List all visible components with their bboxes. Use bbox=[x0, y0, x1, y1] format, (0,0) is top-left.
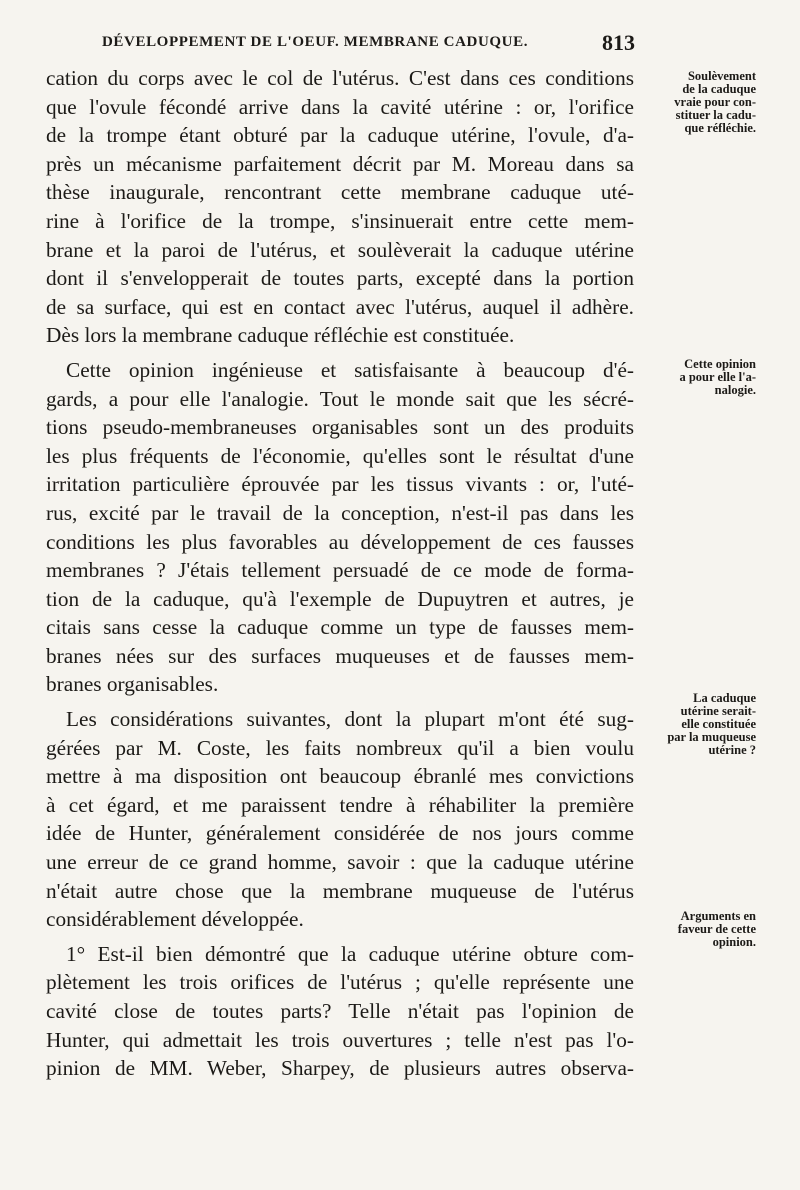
margin-note-line: Soulèvement bbox=[687, 69, 756, 83]
text-line: n'était autre chose que la membrane muqueuse de l'utérus bbox=[46, 878, 634, 903]
text-line: Cette opinion ingénieuse et satisfaisante à beaucoup d'é- bbox=[66, 357, 634, 382]
margin-note-line: stituer la cadu- bbox=[675, 108, 756, 122]
text-line: près un mécanisme parfaitement décrit par M. Moreau dans sa bbox=[46, 151, 634, 176]
text-line: branes organisables. bbox=[46, 672, 219, 697]
text-line: conditions les plus favorables au développement de ces fausses bbox=[46, 529, 634, 554]
paragraph-1 bbox=[46, 64, 634, 350]
margin-note-4 bbox=[644, 910, 756, 949]
paragraph-4 bbox=[46, 940, 634, 1083]
text-line: Hunter, qui admettait les trois ouvertures ; telle n'est pas l'o- bbox=[46, 1027, 634, 1052]
margin-note-line: Arguments en bbox=[680, 909, 756, 923]
text-line: de la trompe étant obturé par la caduque utérine, l'ovule, d'a- bbox=[46, 123, 634, 148]
running-title: DÉVELOPPEMENT DE L'OEUF. MEMBRANE CADUQUE. bbox=[102, 34, 529, 50]
text-line: plètement les trois orifices de l'utérus ; qu'elle représente une bbox=[46, 970, 634, 995]
margin-note-line: La caduque bbox=[693, 691, 756, 705]
margin-note-line: que réfléchie. bbox=[684, 121, 756, 135]
text-line: de sa surface, qui est en contact avec l'utérus, auquel il adhère. bbox=[46, 294, 634, 319]
margin-note-3 bbox=[644, 692, 756, 757]
margin-note-line: opinion. bbox=[712, 935, 756, 949]
text-line: tions pseudo-membraneuses organisables sont un des produits bbox=[46, 415, 634, 440]
text-line: que l'ovule fécondé arrive dans la cavité utérine : or, l'orifice bbox=[46, 94, 634, 119]
margin-note-line: par la muqueuse bbox=[667, 730, 756, 744]
body-text bbox=[46, 64, 634, 1089]
text-line: considérablement développée. bbox=[46, 907, 304, 932]
text-line: branes nées sur des surfaces muqueuses et de fausses mem- bbox=[46, 643, 634, 668]
margin-note-line: utérine serait- bbox=[680, 704, 756, 718]
text-line: tion de la caduque, qu'à l'exemple de Dupuytren et autres, je bbox=[46, 586, 634, 611]
margin-note-line: de la caduque bbox=[682, 82, 756, 96]
text-line: thèse inaugurale, rencontrant cette membrane caduque uté- bbox=[46, 180, 634, 205]
margin-note-line: nalogie. bbox=[714, 383, 756, 397]
margin-note-line: vraie pour con- bbox=[674, 95, 756, 109]
text-line: les plus fréquents de l'économie, qu'elles sont le résultat d'une bbox=[46, 443, 634, 468]
text-line: pinion de MM. Weber, Sharpey, de plusieurs autres observa- bbox=[46, 1056, 634, 1081]
margin-note-line: elle constituée bbox=[681, 717, 756, 731]
text-line: Les considérations suivantes, dont la plupart m'ont été sug- bbox=[66, 707, 634, 732]
text-line: dont il s'envelopperait de toutes parts, excepté dans la portion bbox=[46, 266, 634, 291]
margin-note-line: faveur de cette bbox=[677, 922, 756, 936]
margin-note-line: a pour elle l'a- bbox=[679, 370, 756, 384]
text-line: rus, excité par le travail de la conception, n'est-il pas dans les bbox=[46, 500, 634, 525]
text-line: idée de Hunter, généralement considérée de nos jours comme bbox=[46, 821, 634, 846]
text-line: 1° Est-il bien démontré que la caduque utérine obture com- bbox=[66, 941, 634, 966]
text-line: à cet égard, et me paraissent tendre à réhabiliter la première bbox=[46, 792, 634, 817]
margin-note-line: Cette opinion bbox=[684, 357, 756, 371]
text-line: gérées par M. Coste, les faits nombreux qu'il a bien voulu bbox=[46, 735, 634, 760]
text-line: cation du corps avec le col de l'utérus. C'est dans ces conditions bbox=[46, 66, 634, 90]
page-number: 813 bbox=[602, 30, 635, 55]
text-line: brane et la paroi de l'utérus, et soulèverait la caduque utérine bbox=[46, 237, 634, 262]
text-line: Dès lors la membrane caduque réfléchie est constituée. bbox=[46, 323, 515, 348]
text-line: gards, a pour elle l'analogie. Tout le monde sait que les sécré- bbox=[46, 386, 634, 411]
text-line: rine à l'orifice de la trompe, s'insinuerait entre cette mem- bbox=[46, 208, 634, 233]
margin-note-2 bbox=[644, 358, 756, 397]
text-line: membranes ? J'étais tellement persuadé de ce mode de forma- bbox=[46, 558, 634, 583]
text-line: une erreur de ce grand homme, savoir : que la caduque utérine bbox=[46, 850, 634, 875]
text-line: mettre à ma disposition ont beaucoup ébranlé mes convictions bbox=[46, 764, 634, 789]
margin-note-line: utérine ? bbox=[708, 743, 756, 757]
margin-note-1 bbox=[644, 70, 756, 135]
text-line: irritation particulière éprouvée par les tissus vivants : or, l'uté- bbox=[46, 472, 634, 497]
paragraph-2 bbox=[46, 356, 634, 699]
text-line: cavité close de toutes parts? Telle n'était pas l'opinion de bbox=[46, 999, 634, 1023]
text-line: citais sans cesse la caduque comme un type de fausses mem- bbox=[46, 615, 634, 640]
paragraph-3 bbox=[46, 705, 634, 934]
page-header bbox=[80, 30, 635, 60]
